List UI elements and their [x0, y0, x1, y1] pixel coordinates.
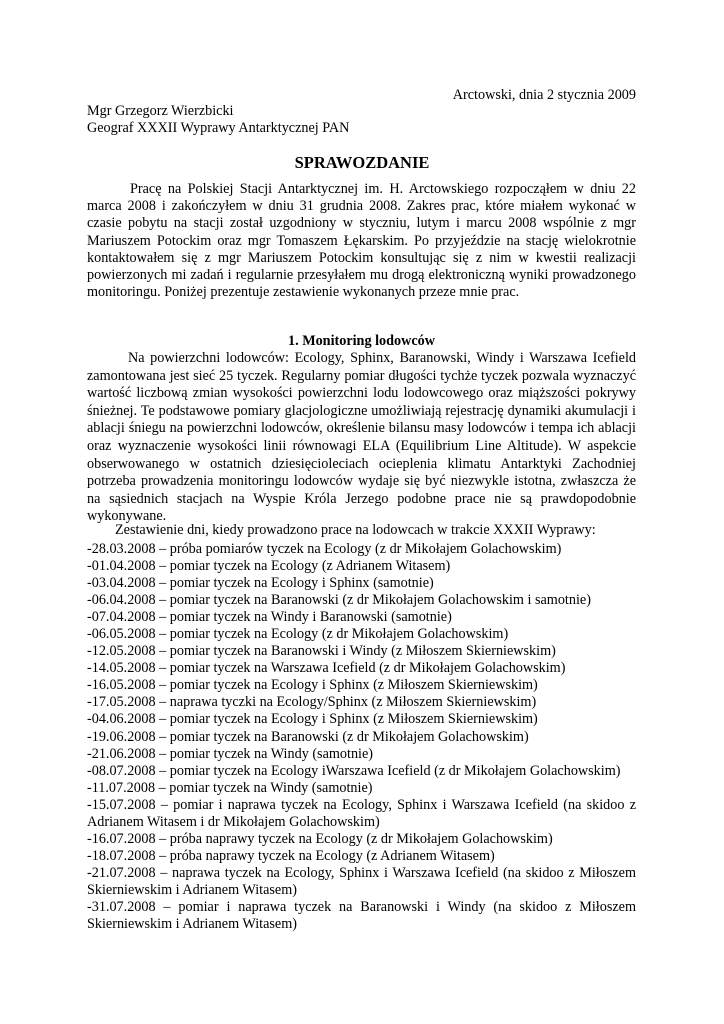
list-item: -06.04.2008 – pomiar tyczek na Baranowski (z dr Mikołajem Golachowskim i samotnie) [87, 592, 591, 609]
document-title: SPRAWOZDANIE [294, 153, 430, 172]
author-block [87, 103, 349, 137]
fieldwork-list [87, 541, 636, 933]
list-item: -19.06.2008 – pomiar tyczek na Baranowski (z dr Mikołajem Golachowskim) [87, 728, 529, 745]
list-item: -18.07.2008 – próba naprawy tyczek na Ecology (z Adrianem Witasem) [87, 847, 495, 864]
list-item: -21.07.2008 – naprawa tyczek na Ecology, Sphinx i Warszawa Icefield (na skidoo z Miłoszem Skierniewskim i Adrianem Witasem) [87, 864, 636, 898]
list-item: -03.04.2008 – pomiar tyczek na Ecology i Sphinx (samotnie) [87, 575, 434, 592]
list-item: -11.07.2008 – pomiar tyczek na Windy (samotnie) [87, 779, 373, 796]
list-item: -16.07.2008 – próba naprawy tyczek na Ecology (z dr Mikołajem Golachowskim) [87, 830, 553, 847]
author-role: Geograf XXXII Wyprawy Antarktycznej PAN [87, 120, 350, 136]
list-item: -01.04.2008 – pomiar tyczek na Ecology (z Adrianem Witasem) [87, 558, 451, 575]
place-date: Arctowski, dnia 2 stycznia 2009 [452, 87, 636, 103]
intro-paragraph: Pracę na Polskiej Stacji Antarktycznej im. H. Arctowskiego rozpocząłem w dniu 22 marca 2008 i zakończyłem w dniu 31 grudnia 2008. Zakres prac, które miałem wykonać w czasie pobytu na stacji został uzgodniony w styczniu, lutym i marcu 2008 wspólnie z mgr Mariuszem Potockim oraz mgr Tomaszem Łękarskim. Po przyjeździe na stację wielokrotnie kontaktowałem się z mgr Mariuszem Potockim konsultując się z nim w kwestii realizacji powierzonych mi zadań i regularnie przesyłałem mu drogą elektroniczną wyniki prowadzonego monitoringu. Poniżej prezentuje zestawienie wykonanych przeze mnie prac. [87, 181, 636, 301]
section-paragraph: Na powierzchni lodowców: Ecology, Sphinx, Baranowski, Windy i Warszawa Icefield zamontowana jest sieć 25 tyczek. Regularny pomiar długości tychże tyczek pozwala wyznaczyć wartość liczbową zmian wysokości powierzchni lodu lodowcowego oraz miąższości pokrywy śnieżnej. Te podstawowe pomiary glacjologiczne umożliwiają rejestrację dynamiki akumulacji i ablacji śniegu na powierzchni lodowców, określenie bilansu masy lodowców i tempa ich ablacji oraz wyznaczenie wysokości linii równowagi ELA (Equilibrium Line Altitude). W aspekcie obserwowanego w ostatnich dziesięcioleciach ocieplenia klimatu Antarktyki Zachodniej potrzeba prowadzenia monitoringu lodowców wydaje się być niezwykle istotna, zwłaszcza że na sąsiednich stacjach na Wyspie Króla Jerzego podobne prace nie są prawdopodobnie wykonywane. [87, 350, 636, 525]
list-item: -21.06.2008 – pomiar tyczek na Windy (samotnie) [87, 745, 374, 762]
list-item: -06.05.2008 – pomiar tyczek na Ecology (z dr Mikołajem Golachowskim) [87, 626, 509, 643]
list-item: -07.04.2008 – pomiar tyczek na Windy i Baranowski (samotnie) [87, 609, 452, 626]
days-intro: Zestawienie dni, kiedy prowadzono prace na lodowcach w trakcie XXXII Wyprawy: [115, 522, 596, 538]
section-heading: 1. Monitoring lodowców [288, 333, 435, 349]
author-name: Mgr Grzegorz Wierzbicki [87, 103, 234, 119]
list-item: -15.07.2008 – pomiar i naprawa tyczek na Ecology, Sphinx i Warszawa Icefield (na skidoo z Adrianem Witasem i dr Mikołajem Golachowskim) [87, 796, 636, 830]
list-item: -31.07.2008 – pomiar i naprawa tyczek na Baranowski i Windy (na skidoo z Miłoszem Skierniewskim i Adrianem Witasem) [87, 898, 636, 933]
list-item: -17.05.2008 – naprawa tyczki na Ecology/Sphinx (z Miłoszem Skierniewskim) [87, 694, 537, 711]
list-item: -28.03.2008 – próba pomiarów tyczek na Ecology (z dr Mikołajem Golachowskim) [87, 541, 562, 557]
list-item: -16.05.2008 – pomiar tyczek na Ecology i Sphinx (z Miłoszem Skierniewskim) [87, 677, 538, 694]
list-item: -14.05.2008 – pomiar tyczek na Warszawa Icefield (z dr Mikołajem Golachowskim) [87, 660, 566, 677]
list-item: -12.05.2008 – pomiar tyczek na Baranowski i Windy (z Miłoszem Skierniewskim) [87, 643, 556, 660]
list-item: -08.07.2008 – pomiar tyczek na Ecology iWarszawa Icefield (z dr Mikołajem Golachowskim) [87, 762, 621, 779]
list-item: -04.06.2008 – pomiar tyczek na Ecology i Sphinx (z Miłoszem Skierniewskim) [87, 711, 538, 728]
